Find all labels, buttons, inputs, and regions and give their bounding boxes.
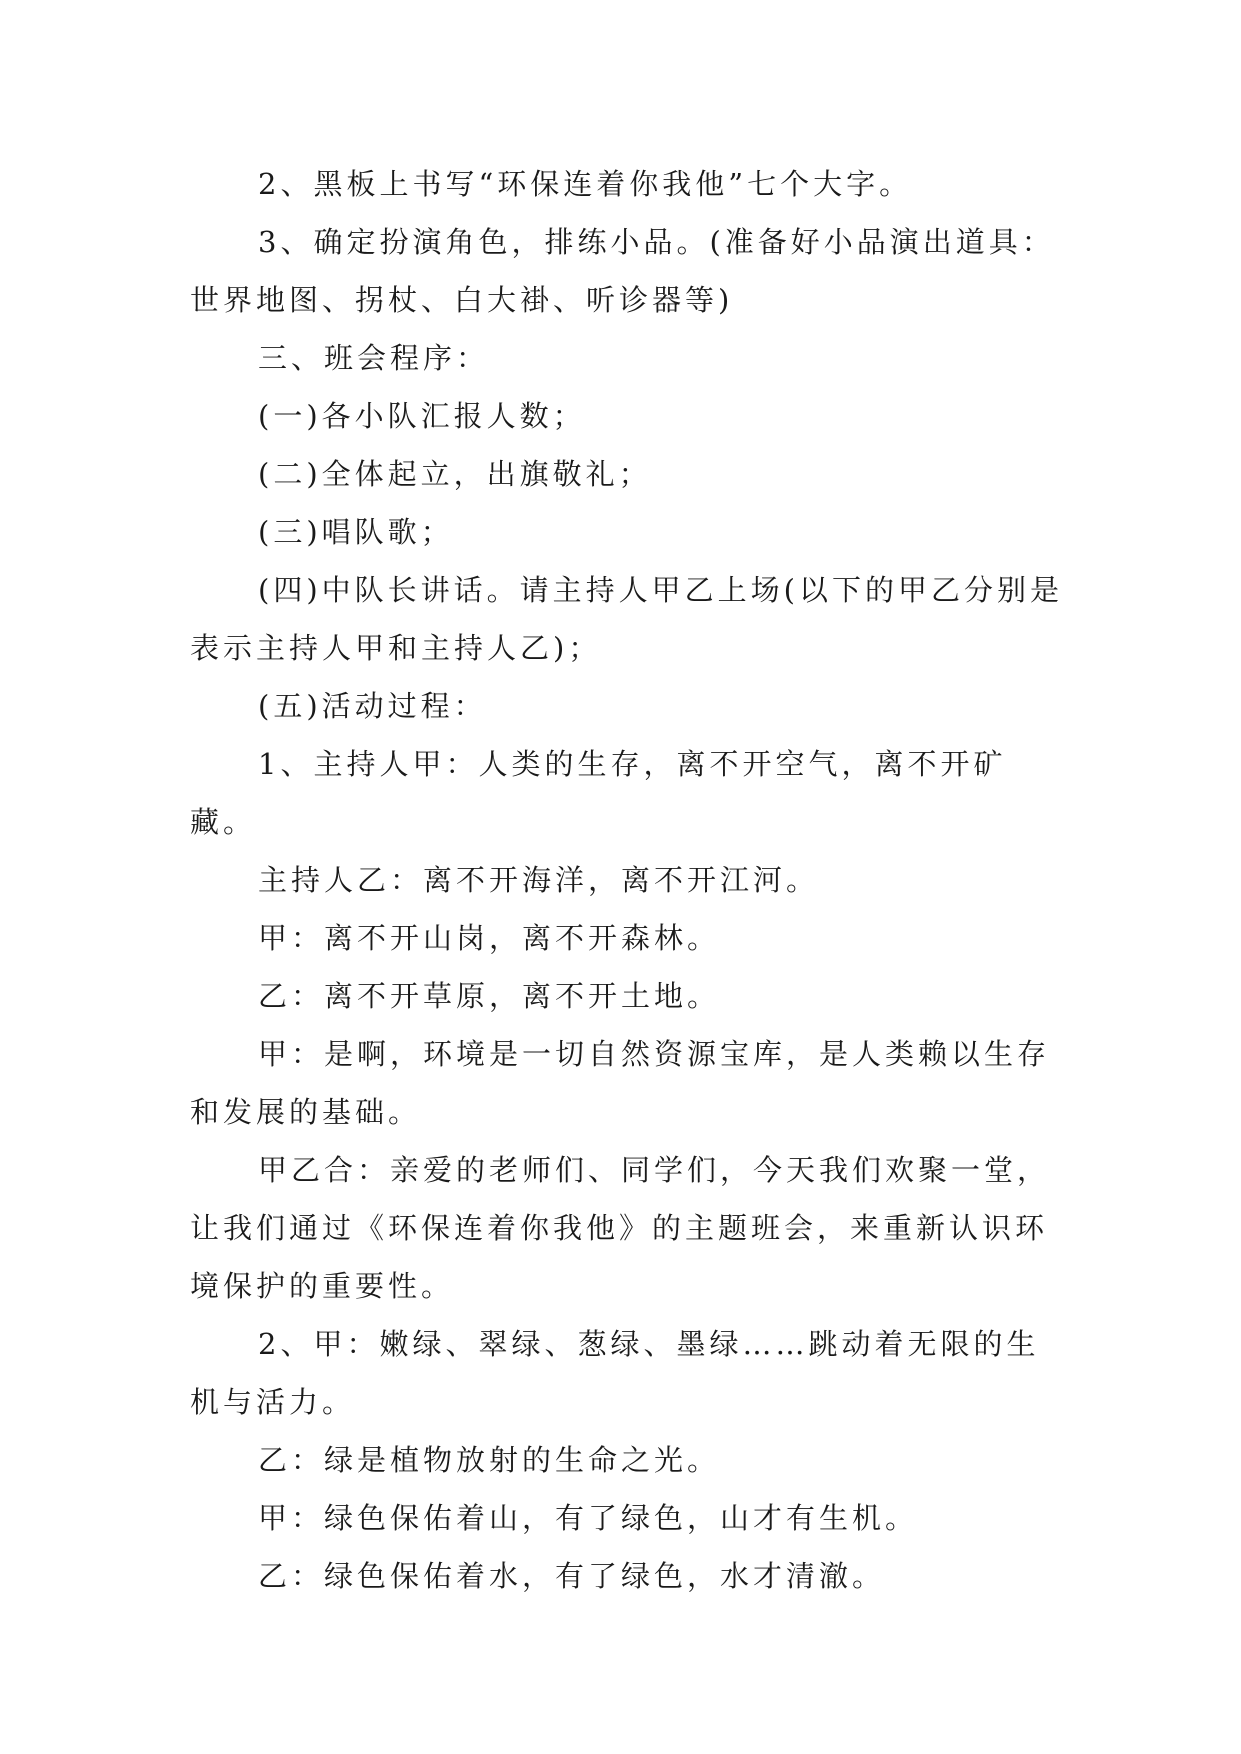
paragraph-4: (一)各小队汇报人数；	[258, 399, 586, 433]
paragraph-15: 2、甲：嫩绿、翠绿、葱绿、墨绿……跳动着无限的生机与活力。	[190, 1327, 1040, 1419]
paragraph-8: (五)活动过程：	[258, 689, 487, 723]
document-body	[190, 155, 1070, 1605]
paragraph-7: (四)中队长讲话。请主持人甲乙上场(以下的甲乙分别是表示主持人甲和主持人乙)；	[190, 573, 1063, 665]
section-heading-program: 三、班会程序：	[258, 341, 490, 375]
paragraph-16: 乙：绿是植物放射的生命之光。	[258, 1443, 721, 1477]
paragraph-12: 乙：离不开草原，离不开土地。	[258, 979, 721, 1013]
paragraph-10: 主持人乙：离不开海洋，离不开江河。	[258, 863, 820, 897]
paragraph-9: 1、主持人甲：人类的生存，离不开空气，离不开矿藏。	[190, 747, 1007, 839]
paragraph-18: 乙：绿色保佑着水，有了绿色，水才清澈。	[258, 1559, 886, 1593]
paragraph-6: (三)唱队歌；	[258, 515, 454, 549]
paragraph-11: 甲：离不开山岗，离不开森林。	[258, 921, 721, 955]
paragraph-13: 甲：是啊，环境是一切自然资源宝库，是人类赖以生存和发展的基础。	[190, 1037, 1051, 1129]
paragraph-5: (二)全体起立，出旗敬礼；	[258, 457, 652, 491]
paragraph-1: 2、黑板上书写“环保连着你我他”七个大字。	[258, 167, 913, 201]
paragraph-14: 甲乙合：亲爱的老师们、同学们，今天我们欢聚一堂，让我们通过《环保连着你我他》的主题班会，来重新认识环境保护的重要性。	[190, 1153, 1051, 1303]
paragraph-17: 甲：绿色保佑着山，有了绿色，山才有生机。	[258, 1501, 919, 1535]
paragraph-2: 3、确定扮演角色，排练小品。(准备好小品演出道具：世界地图、拐杖、白大褂、听诊器等)	[190, 225, 1055, 317]
